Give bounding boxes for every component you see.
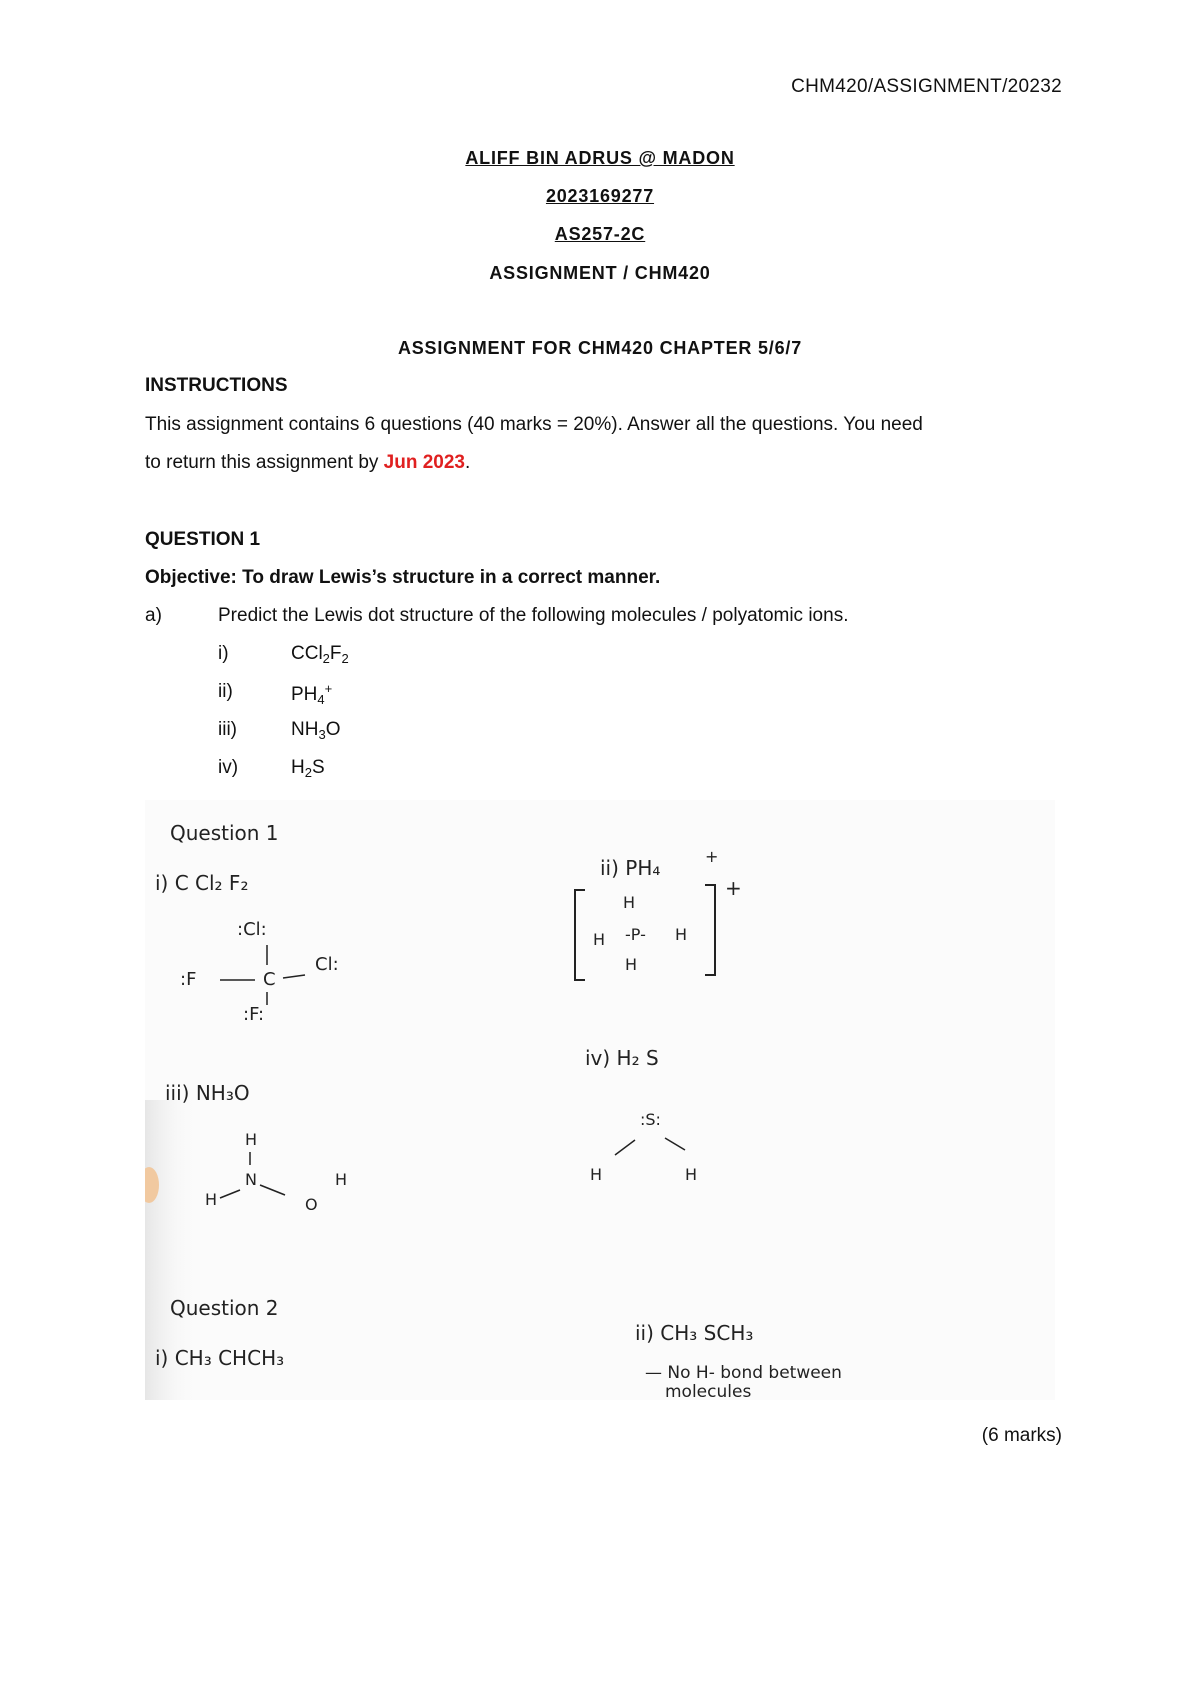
- instructions-line-2-prefix: to return this assignment by: [145, 452, 384, 473]
- hw-item-ii: ii) PH₄: [600, 856, 661, 880]
- item-3-formula: $NH_3O$: [291, 719, 341, 742]
- hw-q2-note-1: — No H- bond between: [645, 1363, 842, 1383]
- svg-text:H: H: [590, 1165, 603, 1184]
- part-a-label: a): [145, 605, 162, 626]
- hw-item-iv: iv) H₂ S: [585, 1046, 659, 1070]
- handwritten-answers-image: [145, 800, 1055, 1400]
- hw-question-1-title: Question 1: [170, 821, 279, 845]
- question-1-heading: QUESTION 1: [145, 529, 261, 550]
- hw-q2-note-2: molecules: [665, 1382, 752, 1400]
- student-name: ALIFF BIN ADRUS @ MADON: [465, 148, 735, 168]
- svg-text:N: N: [245, 1170, 257, 1189]
- instructions-line-2-suffix: .: [465, 452, 471, 473]
- svg-text:H: H: [593, 930, 606, 949]
- svg-text:H: H: [335, 1170, 348, 1189]
- svg-text:H: H: [685, 1165, 698, 1184]
- svg-text:Cl:: Cl:: [315, 954, 339, 975]
- svg-text::S:: :S:: [640, 1110, 661, 1129]
- svg-text:H: H: [623, 893, 636, 912]
- item-3-num: iii): [218, 719, 237, 740]
- svg-text::F: :F: [180, 969, 197, 990]
- item-4-num: iv): [218, 757, 239, 778]
- instructions-line-1: This assignment contains 6 questions (40 marks = 20%). Answer all the questions. You need: [145, 414, 923, 435]
- hw-item-i: i) C Cl₂ F₂: [155, 871, 249, 895]
- svg-text:O: O: [305, 1195, 318, 1214]
- item-1-num: i): [218, 643, 229, 664]
- svg-text:+: +: [725, 876, 742, 900]
- item-1-formula: $CCl_2F_2$: [291, 643, 349, 666]
- svg-text:H: H: [205, 1190, 218, 1209]
- hw-item-iii: iii) NH₃O: [165, 1081, 250, 1105]
- instructions-heading: INSTRUCTIONS: [145, 375, 288, 396]
- hw-q2-item-ii: ii) CH₃ SCH₃: [635, 1321, 754, 1345]
- item-2-formula: $PH_4^+$: [291, 681, 333, 707]
- hw-question-2-title: Question 2: [170, 1296, 279, 1320]
- svg-text:H: H: [675, 925, 688, 944]
- svg-text:H: H: [245, 1130, 258, 1149]
- svg-text:+: +: [705, 847, 719, 866]
- part-a-text: Predict the Lewis dot structure of the following molecules / polyatomic ions.: [218, 605, 849, 626]
- svg-text:H: H: [625, 955, 638, 974]
- student-id: 2023169277: [545, 186, 655, 206]
- item-4-formula: $H_2S$: [291, 757, 325, 780]
- svg-text::Cl:: :Cl:: [237, 919, 267, 940]
- assignment-title: ASSIGNMENT FOR CHM420 CHAPTER 5/6/7: [397, 338, 803, 358]
- svg-text::F:: :F:: [243, 1004, 265, 1025]
- marks-label: (6 marks): [981, 1425, 1062, 1446]
- question-1-part-a: [145, 605, 849, 627]
- hw-q2-item-i: i) CH₃ CHCH₃: [155, 1346, 285, 1370]
- question-1-objective: Objective: To draw Lewis’s structure in a correct manner.: [145, 567, 661, 588]
- deadline: Jun 2023: [383, 452, 465, 473]
- document-header-code: CHM420/ASSIGNMENT/20232: [791, 76, 1062, 97]
- svg-text:-P-: -P-: [625, 925, 646, 944]
- course-line: ASSIGNMENT / CHM420: [489, 263, 711, 283]
- item-2-num: ii): [218, 681, 233, 702]
- student-group: AS257-2C: [554, 224, 646, 244]
- instructions-line-2: [145, 452, 470, 474]
- svg-text:C: C: [263, 969, 276, 990]
